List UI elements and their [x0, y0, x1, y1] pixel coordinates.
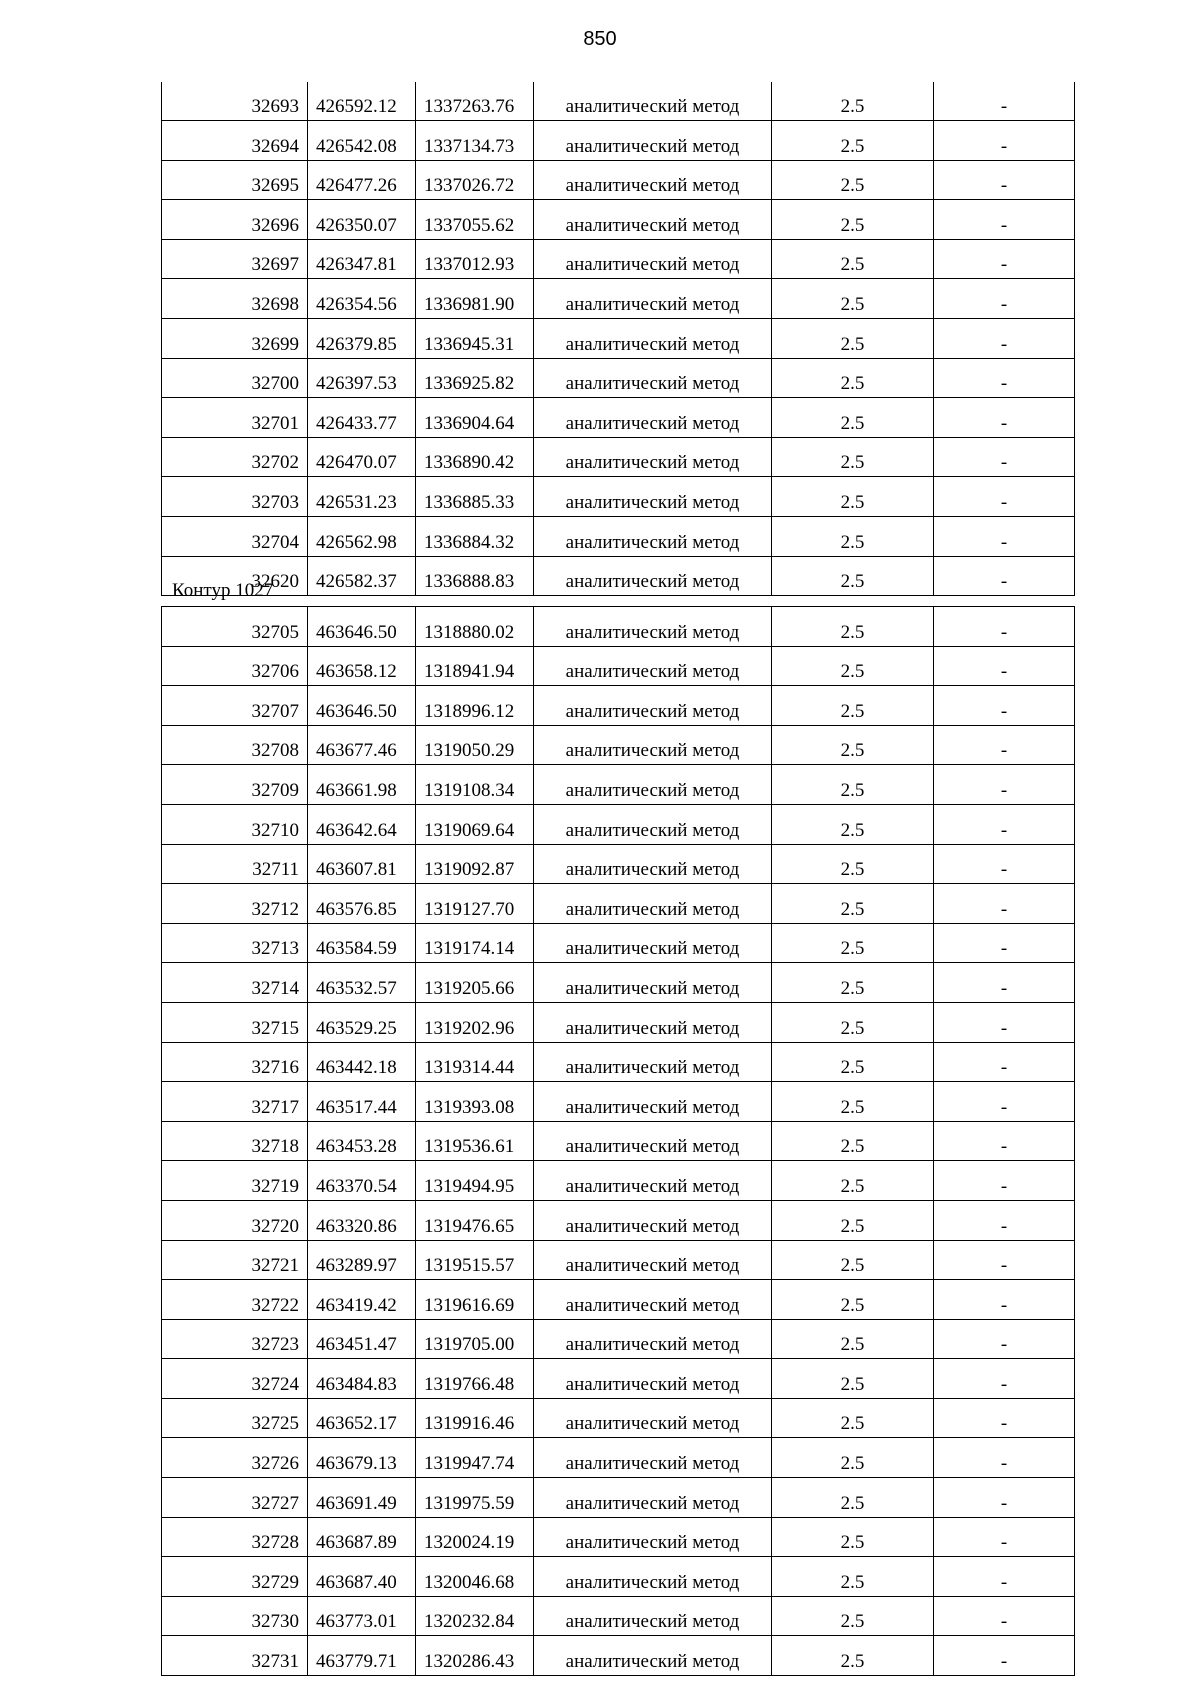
point-number-cell: 32701 [162, 398, 308, 438]
x-coordinate-cell: 463451.47 [308, 1319, 416, 1359]
x-coordinate-cell: 463484.83 [308, 1359, 416, 1399]
table-row [162, 1438, 1075, 1478]
y-coordinate-cell: 1318996.12 [416, 686, 534, 726]
y-coordinate-cell: 1337055.62 [416, 200, 534, 240]
accuracy-cell: 2.5 [772, 1636, 934, 1676]
x-coordinate-cell: 426562.98 [308, 516, 416, 556]
method-cell: аналитический метод [534, 437, 772, 477]
description-cell: - [934, 1557, 1075, 1597]
description-cell: - [934, 1240, 1075, 1280]
x-coordinate-cell: 426397.53 [308, 358, 416, 398]
point-number-cell: 32695 [162, 160, 308, 200]
description-cell: - [934, 844, 1075, 884]
method-cell: аналитический метод [534, 398, 772, 438]
method-cell: аналитический метод [534, 765, 772, 805]
table-row [162, 844, 1075, 884]
point-number-cell: 32693 [162, 82, 308, 121]
x-coordinate-cell: 426347.81 [308, 239, 416, 279]
accuracy-cell: 2.5 [772, 686, 934, 726]
method-cell: аналитический метод [534, 1161, 772, 1201]
method-cell: аналитический метод [534, 1200, 772, 1240]
table-row [162, 279, 1075, 319]
method-cell: аналитический метод [534, 607, 772, 647]
point-number-cell: 32726 [162, 1438, 308, 1478]
y-coordinate-cell: 1319916.46 [416, 1398, 534, 1438]
x-coordinate-cell: 426354.56 [308, 279, 416, 319]
y-coordinate-cell: 1336945.31 [416, 318, 534, 358]
table-row [162, 477, 1075, 517]
point-number-cell: 32710 [162, 804, 308, 844]
description-cell: - [934, 1596, 1075, 1636]
x-coordinate-cell: 463289.97 [308, 1240, 416, 1280]
accuracy-cell: 2.5 [772, 82, 934, 121]
y-coordinate-cell: 1336885.33 [416, 477, 534, 517]
x-coordinate-cell: 426433.77 [308, 398, 416, 438]
description-cell: - [934, 1319, 1075, 1359]
table-row [162, 82, 1075, 121]
point-number-cell: 32697 [162, 239, 308, 279]
description-cell: - [934, 884, 1075, 924]
description-cell: - [934, 1200, 1075, 1240]
description-cell: - [934, 200, 1075, 240]
method-cell: аналитический метод [534, 477, 772, 517]
point-number-cell: 32704 [162, 516, 308, 556]
table-row [162, 318, 1075, 358]
table-row [162, 1636, 1075, 1676]
point-number-cell: 32706 [162, 646, 308, 686]
y-coordinate-cell: 1319202.96 [416, 1002, 534, 1042]
x-coordinate-cell: 426350.07 [308, 200, 416, 240]
point-number-cell: 32700 [162, 358, 308, 398]
y-coordinate-cell: 1319108.34 [416, 765, 534, 805]
description-cell: - [934, 804, 1075, 844]
method-cell: аналитический метод [534, 279, 772, 319]
y-coordinate-cell: 1337026.72 [416, 160, 534, 200]
point-number-cell: 32729 [162, 1557, 308, 1597]
accuracy-cell: 2.5 [772, 607, 934, 647]
method-cell: аналитический метод [534, 516, 772, 556]
method-cell: аналитический метод [534, 844, 772, 884]
description-cell: - [934, 1121, 1075, 1161]
y-coordinate-cell: 1319174.14 [416, 923, 534, 963]
x-coordinate-cell: 426592.12 [308, 82, 416, 121]
description-cell: - [934, 239, 1075, 279]
point-number-cell: 32709 [162, 765, 308, 805]
description-cell: - [934, 1002, 1075, 1042]
method-cell: аналитический метод [534, 1002, 772, 1042]
accuracy-cell: 2.5 [772, 765, 934, 805]
method-cell: аналитический метод [534, 725, 772, 765]
description-cell: - [934, 279, 1075, 319]
point-number-cell: 32703 [162, 477, 308, 517]
method-cell: аналитический метод [534, 556, 772, 596]
description-cell: - [934, 1161, 1075, 1201]
point-number-cell: 32702 [162, 437, 308, 477]
x-coordinate-cell: 463576.85 [308, 884, 416, 924]
y-coordinate-cell: 1336884.32 [416, 516, 534, 556]
point-number-cell: 32712 [162, 884, 308, 924]
table-row [162, 1517, 1075, 1557]
y-coordinate-cell: 1337263.76 [416, 82, 534, 121]
accuracy-cell: 2.5 [772, 318, 934, 358]
description-cell: - [934, 437, 1075, 477]
method-cell: аналитический метод [534, 1240, 772, 1280]
accuracy-cell: 2.5 [772, 239, 934, 279]
coordinates-table-2 [161, 606, 1075, 1676]
accuracy-cell: 2.5 [772, 1478, 934, 1518]
accuracy-cell: 2.5 [772, 1359, 934, 1399]
description-cell: - [934, 358, 1075, 398]
accuracy-cell: 2.5 [772, 160, 934, 200]
y-coordinate-cell: 1319127.70 [416, 884, 534, 924]
x-coordinate-cell: 426470.07 [308, 437, 416, 477]
accuracy-cell: 2.5 [772, 200, 934, 240]
description-cell: - [934, 765, 1075, 805]
point-number-cell: 32727 [162, 1478, 308, 1518]
method-cell: аналитический метод [534, 1359, 772, 1399]
method-cell: аналитический метод [534, 963, 772, 1003]
point-number-cell: 32719 [162, 1161, 308, 1201]
accuracy-cell: 2.5 [772, 1161, 934, 1201]
x-coordinate-cell: 463661.98 [308, 765, 416, 805]
table-row [162, 1161, 1075, 1201]
y-coordinate-cell: 1319975.59 [416, 1478, 534, 1518]
method-cell: аналитический метод [534, 686, 772, 726]
table-row [162, 607, 1075, 647]
point-number-cell: 32713 [162, 923, 308, 963]
accuracy-cell: 2.5 [772, 1280, 934, 1320]
description-cell: - [934, 1517, 1075, 1557]
description-cell: - [934, 607, 1075, 647]
table-row [162, 239, 1075, 279]
description-cell: - [934, 556, 1075, 596]
table-row [162, 398, 1075, 438]
table-row [162, 516, 1075, 556]
table-row [162, 804, 1075, 844]
point-number-cell: 32620 [162, 556, 308, 596]
x-coordinate-cell: 463687.89 [308, 1517, 416, 1557]
description-cell: - [934, 1280, 1075, 1320]
accuracy-cell: 2.5 [772, 279, 934, 319]
method-cell: аналитический метод [534, 239, 772, 279]
description-cell: - [934, 1438, 1075, 1478]
y-coordinate-cell: 1336890.42 [416, 437, 534, 477]
accuracy-cell: 2.5 [772, 516, 934, 556]
point-number-cell: 32725 [162, 1398, 308, 1438]
accuracy-cell: 2.5 [772, 844, 934, 884]
y-coordinate-cell: 1320286.43 [416, 1636, 534, 1676]
method-cell: аналитический метод [534, 160, 772, 200]
accuracy-cell: 2.5 [772, 1319, 934, 1359]
method-cell: аналитический метод [534, 804, 772, 844]
x-coordinate-cell: 463442.18 [308, 1042, 416, 1082]
point-number-cell: 32724 [162, 1359, 308, 1399]
table-row [162, 765, 1075, 805]
table-row [162, 646, 1075, 686]
point-number-cell: 32707 [162, 686, 308, 726]
description-cell: - [934, 1398, 1075, 1438]
accuracy-cell: 2.5 [772, 1596, 934, 1636]
description-cell: - [934, 646, 1075, 686]
x-coordinate-cell: 463607.81 [308, 844, 416, 884]
method-cell: аналитический метод [534, 318, 772, 358]
table-row [162, 1359, 1075, 1399]
point-number-cell: 32694 [162, 121, 308, 161]
y-coordinate-cell: 1319536.61 [416, 1121, 534, 1161]
y-coordinate-cell: 1337012.93 [416, 239, 534, 279]
y-coordinate-cell: 1336981.90 [416, 279, 534, 319]
point-number-cell: 32731 [162, 1636, 308, 1676]
accuracy-cell: 2.5 [772, 1240, 934, 1280]
accuracy-cell: 2.5 [772, 358, 934, 398]
table-row [162, 725, 1075, 765]
point-number-cell: 32715 [162, 1002, 308, 1042]
table-row [162, 923, 1075, 963]
point-number-cell: 32718 [162, 1121, 308, 1161]
x-coordinate-cell: 426531.23 [308, 477, 416, 517]
y-coordinate-cell: 1320046.68 [416, 1557, 534, 1597]
y-coordinate-cell: 1319766.48 [416, 1359, 534, 1399]
accuracy-cell: 2.5 [772, 1557, 934, 1597]
x-coordinate-cell: 463642.64 [308, 804, 416, 844]
method-cell: аналитический метод [534, 1557, 772, 1597]
method-cell: аналитический метод [534, 358, 772, 398]
x-coordinate-cell: 426542.08 [308, 121, 416, 161]
method-cell: аналитический метод [534, 1398, 772, 1438]
x-coordinate-cell: 463773.01 [308, 1596, 416, 1636]
x-coordinate-cell: 463679.13 [308, 1438, 416, 1478]
table-row [162, 963, 1075, 1003]
y-coordinate-cell: 1318941.94 [416, 646, 534, 686]
method-cell: аналитический метод [534, 200, 772, 240]
description-cell: - [934, 1478, 1075, 1518]
x-coordinate-cell: 463652.17 [308, 1398, 416, 1438]
description-cell: - [934, 121, 1075, 161]
description-cell: - [934, 398, 1075, 438]
description-cell: - [934, 516, 1075, 556]
accuracy-cell: 2.5 [772, 556, 934, 596]
method-cell: аналитический метод [534, 1042, 772, 1082]
accuracy-cell: 2.5 [772, 1517, 934, 1557]
accuracy-cell: 2.5 [772, 963, 934, 1003]
accuracy-cell: 2.5 [772, 923, 934, 963]
y-coordinate-cell: 1336888.83 [416, 556, 534, 596]
x-coordinate-cell: 463646.50 [308, 686, 416, 726]
table-row [162, 1002, 1075, 1042]
x-coordinate-cell: 463453.28 [308, 1121, 416, 1161]
point-number-cell: 32708 [162, 725, 308, 765]
method-cell: аналитический метод [534, 884, 772, 924]
method-cell: аналитический метод [534, 1438, 772, 1478]
accuracy-cell: 2.5 [772, 1121, 934, 1161]
y-coordinate-cell: 1336904.64 [416, 398, 534, 438]
x-coordinate-cell: 463646.50 [308, 607, 416, 647]
point-number-cell: 32730 [162, 1596, 308, 1636]
y-coordinate-cell: 1319616.69 [416, 1280, 534, 1320]
point-number-cell: 32698 [162, 279, 308, 319]
accuracy-cell: 2.5 [772, 398, 934, 438]
table-row [162, 1280, 1075, 1320]
point-number-cell: 32696 [162, 200, 308, 240]
accuracy-cell: 2.5 [772, 437, 934, 477]
accuracy-cell: 2.5 [772, 884, 934, 924]
table-row [162, 1200, 1075, 1240]
description-cell: - [934, 1082, 1075, 1122]
y-coordinate-cell: 1319515.57 [416, 1240, 534, 1280]
x-coordinate-cell: 463370.54 [308, 1161, 416, 1201]
description-cell: - [934, 1636, 1075, 1676]
table-row [162, 1121, 1075, 1161]
accuracy-cell: 2.5 [772, 477, 934, 517]
accuracy-cell: 2.5 [772, 1200, 934, 1240]
x-coordinate-cell: 426582.37 [308, 556, 416, 596]
accuracy-cell: 2.5 [772, 1082, 934, 1122]
description-cell: - [934, 318, 1075, 358]
x-coordinate-cell: 463691.49 [308, 1478, 416, 1518]
y-coordinate-cell: 1319069.64 [416, 804, 534, 844]
x-coordinate-cell: 463779.71 [308, 1636, 416, 1676]
accuracy-cell: 2.5 [772, 121, 934, 161]
x-coordinate-cell: 463677.46 [308, 725, 416, 765]
accuracy-cell: 2.5 [772, 1042, 934, 1082]
description-cell: - [934, 686, 1075, 726]
method-cell: аналитический метод [534, 1596, 772, 1636]
x-coordinate-cell: 463419.42 [308, 1280, 416, 1320]
method-cell: аналитический метод [534, 1082, 772, 1122]
y-coordinate-cell: 1319705.00 [416, 1319, 534, 1359]
table-row [162, 1596, 1075, 1636]
table-row [162, 1082, 1075, 1122]
x-coordinate-cell: 463584.59 [308, 923, 416, 963]
method-cell: аналитический метод [534, 82, 772, 121]
description-cell: - [934, 477, 1075, 517]
table-row [162, 200, 1075, 240]
table-row [162, 1478, 1075, 1518]
section-label: Контур 1027 [172, 580, 274, 601]
accuracy-cell: 2.5 [772, 804, 934, 844]
method-cell: аналитический метод [534, 1636, 772, 1676]
table-row [162, 437, 1075, 477]
description-cell: - [934, 725, 1075, 765]
y-coordinate-cell: 1337134.73 [416, 121, 534, 161]
y-coordinate-cell: 1319393.08 [416, 1082, 534, 1122]
table-row [162, 358, 1075, 398]
y-coordinate-cell: 1319205.66 [416, 963, 534, 1003]
y-coordinate-cell: 1319314.44 [416, 1042, 534, 1082]
method-cell: аналитический метод [534, 1319, 772, 1359]
table-row [162, 1557, 1075, 1597]
y-coordinate-cell: 1320024.19 [416, 1517, 534, 1557]
point-number-cell: 32722 [162, 1280, 308, 1320]
point-number-cell: 32711 [162, 844, 308, 884]
table-row [162, 884, 1075, 924]
x-coordinate-cell: 463658.12 [308, 646, 416, 686]
y-coordinate-cell: 1319092.87 [416, 844, 534, 884]
accuracy-cell: 2.5 [772, 646, 934, 686]
table-row [162, 1319, 1075, 1359]
coordinates-table-1 [161, 82, 1075, 596]
table-row [162, 160, 1075, 200]
accuracy-cell: 2.5 [772, 1438, 934, 1478]
x-coordinate-cell: 463517.44 [308, 1082, 416, 1122]
y-coordinate-cell: 1319494.95 [416, 1161, 534, 1201]
description-cell: - [934, 1042, 1075, 1082]
y-coordinate-cell: 1319050.29 [416, 725, 534, 765]
y-coordinate-cell: 1320232.84 [416, 1596, 534, 1636]
point-number-cell: 32699 [162, 318, 308, 358]
point-number-cell: 32723 [162, 1319, 308, 1359]
table-row [162, 1398, 1075, 1438]
method-cell: аналитический метод [534, 646, 772, 686]
x-coordinate-cell: 463532.57 [308, 963, 416, 1003]
description-cell: - [934, 1359, 1075, 1399]
point-number-cell: 32705 [162, 607, 308, 647]
description-cell: - [934, 160, 1075, 200]
method-cell: аналитический метод [534, 1478, 772, 1518]
description-cell: - [934, 82, 1075, 121]
x-coordinate-cell: 463687.40 [308, 1557, 416, 1597]
method-cell: аналитический метод [534, 1280, 772, 1320]
method-cell: аналитический метод [534, 1121, 772, 1161]
page-number: 850 [583, 28, 617, 50]
x-coordinate-cell: 426477.26 [308, 160, 416, 200]
method-cell: аналитический метод [534, 1517, 772, 1557]
table-row [162, 1042, 1075, 1082]
accuracy-cell: 2.5 [772, 725, 934, 765]
x-coordinate-cell: 463529.25 [308, 1002, 416, 1042]
description-cell: - [934, 963, 1075, 1003]
point-number-cell: 32717 [162, 1082, 308, 1122]
table-row [162, 1240, 1075, 1280]
y-coordinate-cell: 1318880.02 [416, 607, 534, 647]
y-coordinate-cell: 1336925.82 [416, 358, 534, 398]
y-coordinate-cell: 1319476.65 [416, 1200, 534, 1240]
table-row [162, 686, 1075, 726]
y-coordinate-cell: 1319947.74 [416, 1438, 534, 1478]
method-cell: аналитический метод [534, 121, 772, 161]
accuracy-cell: 2.5 [772, 1398, 934, 1438]
description-cell: - [934, 923, 1075, 963]
x-coordinate-cell: 463320.86 [308, 1200, 416, 1240]
point-number-cell: 32721 [162, 1240, 308, 1280]
method-cell: аналитический метод [534, 923, 772, 963]
point-number-cell: 32716 [162, 1042, 308, 1082]
accuracy-cell: 2.5 [772, 1002, 934, 1042]
table-row [162, 556, 1075, 596]
point-number-cell: 32714 [162, 963, 308, 1003]
point-number-cell: 32720 [162, 1200, 308, 1240]
point-number-cell: 32728 [162, 1517, 308, 1557]
x-coordinate-cell: 426379.85 [308, 318, 416, 358]
table-row [162, 121, 1075, 161]
